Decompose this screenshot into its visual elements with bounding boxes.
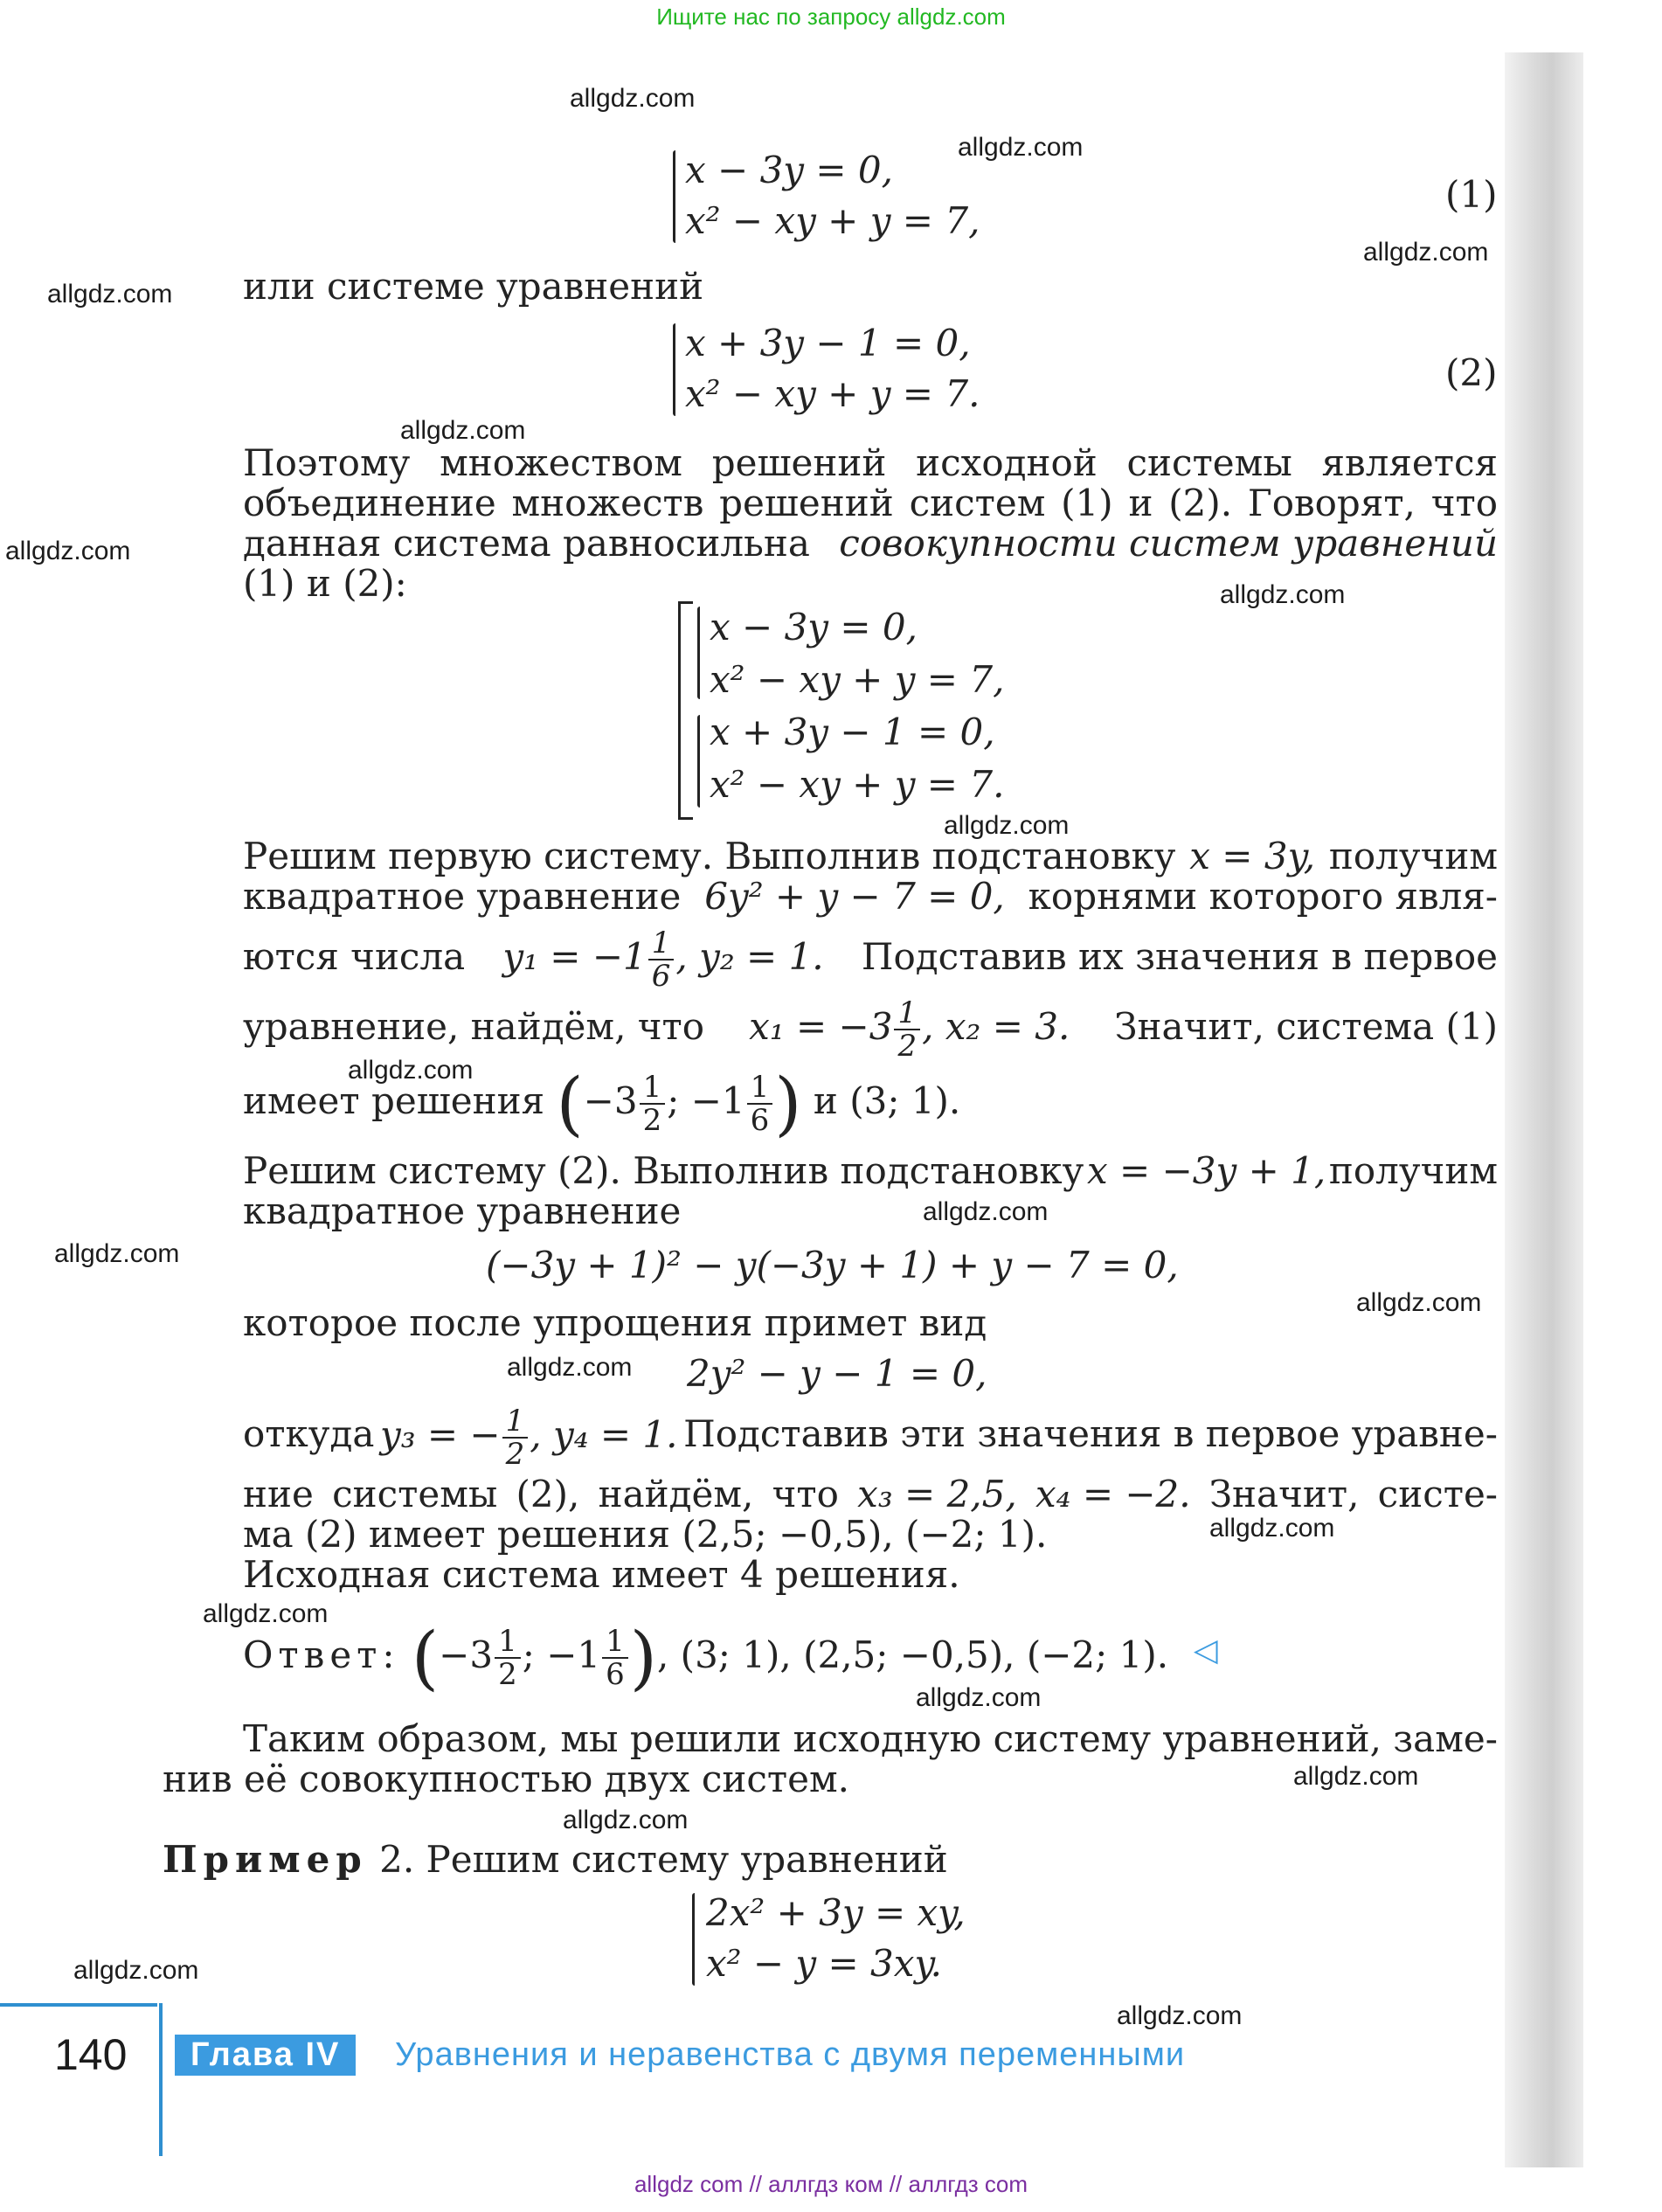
system1-number: (1) (1445, 173, 1498, 216)
watermark: allgdz.com (958, 133, 1084, 162)
union-a2: x² − xy + y = 7, (710, 658, 1005, 701)
system2-number: (2) (1445, 351, 1498, 394)
text: Подставив их значения в первое (861, 935, 1498, 978)
page-number: 140 (54, 2030, 128, 2079)
text: Значит, система (1) (1114, 1005, 1498, 1048)
example2-system (706, 1888, 966, 1989)
system2 (685, 318, 980, 420)
solve2-line7: Исходная система имеет 4 решения. (243, 1553, 960, 1596)
word: (1) (1061, 482, 1113, 524)
solve1-line3 (243, 923, 1498, 992)
text: ются числа (243, 935, 466, 978)
numerator: 1 (602, 1626, 628, 1659)
math-y-values (380, 1405, 678, 1470)
solve2-equation: (−3y + 1)² − y(−3y + 1) + y − 7 = 0, (486, 1244, 1179, 1286)
math-y-values (502, 923, 823, 992)
word: множеств (511, 482, 704, 524)
text: Решим систему (2). Выполнив подстановку (243, 1149, 1084, 1192)
solve2-equation2: 2y² − y − 1 = 0, (687, 1352, 987, 1395)
watermark: allgdz.com (923, 1197, 1049, 1226)
or-line: или системе уравнений (243, 265, 704, 308)
numerator: 1 (894, 997, 920, 1030)
text: получим (1328, 1149, 1498, 1192)
system1 (685, 145, 980, 246)
fraction (640, 1071, 666, 1136)
word: Говорят, (1247, 482, 1416, 524)
text: корнями которого явля- (1028, 875, 1498, 918)
watermark: allgdz.com (47, 280, 173, 309)
watermark: allgdz.com (1363, 238, 1489, 267)
denominator: 2 (642, 1103, 662, 1138)
union-bracket (678, 601, 693, 820)
watermark: allgdz.com (348, 1056, 474, 1085)
math: ; −1 (522, 1633, 601, 1676)
system1-line1: x − 3y = 0, (685, 149, 893, 191)
text: получим (1328, 835, 1498, 877)
numerator: 1 (495, 1626, 521, 1659)
word: объединение (243, 482, 496, 524)
para1-text: данная система равносильна (243, 522, 810, 565)
example2-heading (163, 1839, 948, 1881)
system2-line1: x + 3y − 1 = 0, (685, 322, 971, 364)
math: y₃ = − (379, 1413, 501, 1456)
watermark: allgdz.com (507, 1353, 633, 1382)
word: систем (909, 482, 1046, 524)
conclusion-line2: нив её совокупностью двух систем. (163, 1758, 849, 1800)
fraction (894, 997, 920, 1062)
fraction (747, 1071, 773, 1136)
word: множеством (440, 441, 682, 484)
example2-line1: 2x² + 3y = xy, (706, 1891, 966, 1934)
system1-line2: x² − xy + y = 7, (685, 199, 980, 242)
text: имеет решения (243, 1079, 545, 1122)
text: Подставив эти значения в первое уравне- (683, 1412, 1498, 1455)
solve2-line1 (243, 1150, 1498, 1192)
example2-brace (692, 1893, 695, 1986)
para1-line1 (243, 442, 1498, 484)
solve1-line1 (243, 836, 1498, 877)
system1-brace (673, 150, 675, 243)
denominator: 2 (897, 1029, 918, 1064)
para1-italic-term: совокупности систем уравнений (839, 522, 1498, 565)
right-paren: ) (774, 1063, 802, 1144)
example2-line2: x² − y = 3xy. (706, 1942, 942, 1985)
fraction (495, 1626, 521, 1690)
word: (2). (1168, 482, 1233, 524)
math: −3 (583, 1079, 638, 1122)
footer-vertical-rule (159, 2003, 163, 2156)
watermark: allgdz.com (73, 1956, 199, 1985)
union-a1: x − 3y = 0, (710, 606, 918, 648)
word: ние (243, 1473, 314, 1515)
fraction (648, 927, 675, 992)
solve2-line3: которое после упрощения примет вид (243, 1301, 987, 1344)
numerator: 1 (502, 1405, 529, 1439)
union-brace-b (697, 715, 700, 808)
text: уравнение, найдём, что (243, 1005, 705, 1048)
math: x₁ = −3 (749, 1005, 893, 1048)
solve2-line6: ма (2) имеет решения (2,5; −0,5), (−2; 1). (243, 1513, 1048, 1556)
math: 6y² + y − 7 = 0, (704, 875, 1005, 918)
left-paren: ( (556, 1063, 584, 1144)
text: и (3; 1). (813, 1079, 961, 1122)
watermark: allgdz.com (1209, 1514, 1335, 1543)
union-systems (710, 601, 1004, 811)
system2-line2: x² − xy + y = 7. (685, 372, 980, 415)
word: и (1128, 482, 1153, 524)
numerator: 1 (747, 1071, 773, 1105)
union-b2: x² − xy + y = 7. (710, 763, 1005, 806)
example-text: 2. Решим систему уравнений (379, 1838, 948, 1881)
watermark: allgdz.com (944, 811, 1070, 840)
watermark: allgdz.com (1220, 580, 1346, 609)
watermark: allgdz.com (563, 1806, 689, 1834)
denominator: 6 (651, 959, 671, 994)
word: является (1321, 441, 1498, 484)
text: квадратное уравнение (243, 875, 682, 918)
math: , y₄ = 1. (530, 1413, 678, 1456)
solve2-line2: квадратное уравнение (243, 1189, 682, 1232)
math: x = 3y, (1189, 835, 1316, 877)
word: систе- (1377, 1473, 1498, 1515)
word: исходной (916, 441, 1098, 484)
footer-rule (0, 2003, 157, 2007)
word: Поэтому (243, 441, 411, 484)
word: что (1430, 482, 1498, 524)
union-brace-a (697, 607, 700, 699)
para1-line2 (243, 482, 1498, 524)
word: что (772, 1473, 839, 1515)
math: y₁ = −1 (502, 935, 647, 978)
answer-rest: , (3; 1), (2,5; −0,5), (−2; 1). (656, 1633, 1169, 1676)
word: найдём, (598, 1473, 754, 1515)
denominator: 6 (606, 1657, 625, 1692)
watermark: allgdz.com (400, 416, 526, 445)
para1-line3 (243, 523, 1498, 565)
word: системы (332, 1473, 498, 1515)
watermark: allgdz.com (916, 1683, 1042, 1712)
bottom-banner[interactable]: allgdz com // аллгдз ком // аллгдз com (634, 2171, 1028, 2197)
answer-label: Ответ: (243, 1633, 400, 1676)
solve1-line4 (243, 993, 1498, 1062)
math: , y₂ = 1. (675, 935, 824, 978)
text: Решим первую систему. Выполнив подстановку (243, 835, 1176, 877)
para1-line4: (1) и (2): (243, 562, 407, 605)
solve2-line4 (243, 1405, 1498, 1470)
watermark: allgdz.com (54, 1239, 180, 1268)
union-b1: x + 3y − 1 = 0, (710, 711, 995, 753)
right-paren: ) (629, 1617, 657, 1698)
text: откуда (243, 1412, 375, 1455)
denominator: 2 (505, 1437, 525, 1472)
watermark: allgdz.com (1293, 1762, 1419, 1791)
left-paren: ( (411, 1617, 440, 1698)
fraction (602, 1626, 628, 1690)
top-banner[interactable]: Ищите нас по запросу allgdz.com (656, 3, 1006, 30)
word: (2), (516, 1473, 580, 1515)
example-label: Пример (163, 1838, 368, 1881)
math: ; −1 (667, 1079, 745, 1122)
math: x₄ = −2. (1035, 1473, 1191, 1515)
math: −3 (439, 1633, 494, 1676)
watermark: allgdz.com (570, 84, 696, 113)
watermark: allgdz.com (5, 537, 131, 565)
word: Значит, (1208, 1473, 1360, 1515)
watermark: allgdz.com (203, 1599, 329, 1628)
numerator: 1 (648, 927, 675, 960)
end-of-solution-triangle-icon: ◁ (1194, 1633, 1218, 1668)
math: x = −3y + 1, (1087, 1149, 1326, 1192)
denominator: 6 (750, 1103, 770, 1138)
math-x-values (749, 993, 1070, 1062)
chapter-badge: Глава IV (175, 2035, 356, 2076)
chapter-title: Уравнения и неравенства с двумя переменными (395, 2036, 1186, 2073)
system2-brace (673, 323, 675, 416)
word: решений (719, 482, 894, 524)
conclusion-line1: Таким образом, мы решили исходную систему уравнений, заме- (243, 1717, 1498, 1760)
solve2-line5 (243, 1474, 1498, 1515)
watermark: allgdz.com (1356, 1288, 1482, 1317)
watermark: allgdz.com (1117, 2001, 1243, 2030)
solve1-line2 (243, 876, 1498, 918)
word: решений (711, 441, 887, 484)
fraction (502, 1405, 529, 1470)
numerator: 1 (640, 1071, 666, 1105)
book-spine-shadow (1505, 52, 1583, 2167)
math: x₃ = 2,5, (857, 1473, 1017, 1515)
word: системы (1126, 441, 1292, 484)
math: , x₂ = 3. (922, 1005, 1070, 1048)
denominator: 2 (498, 1657, 517, 1692)
